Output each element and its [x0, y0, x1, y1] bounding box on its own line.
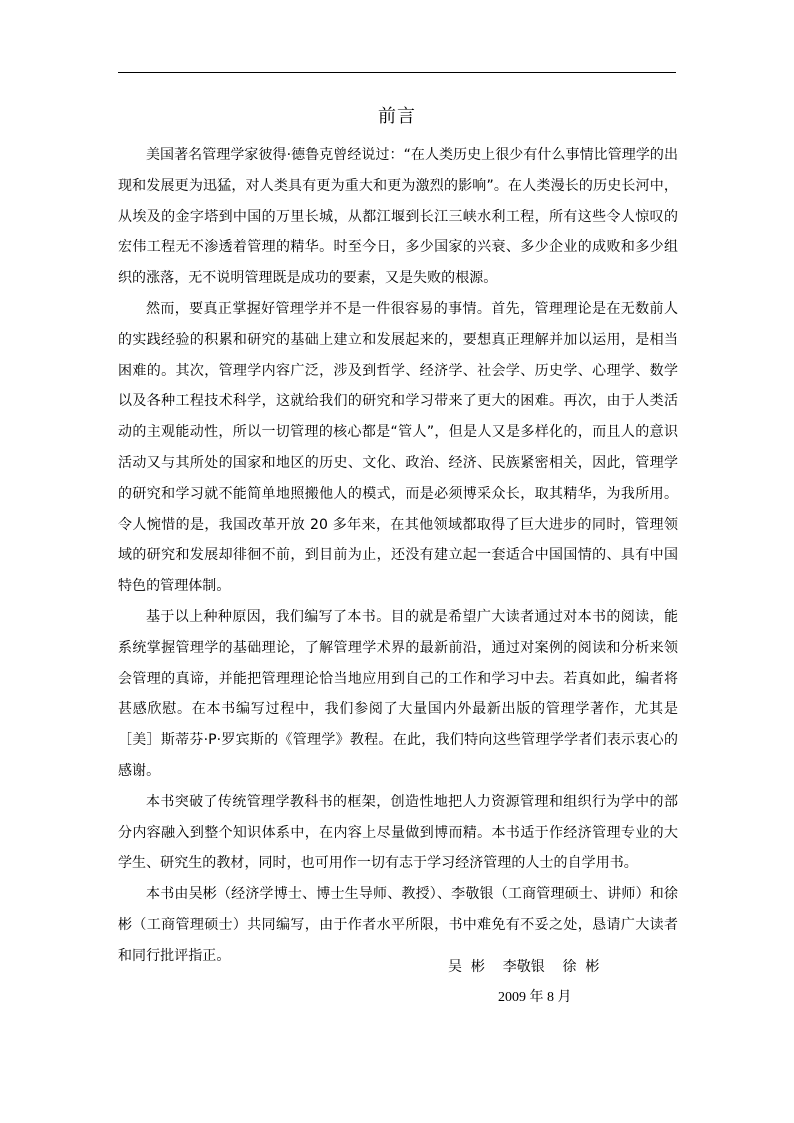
publication-date: 2009 年 8 月	[498, 990, 572, 1005]
header-rule	[118, 72, 676, 73]
paragraph-5: 本书由吴彬（经济学博士、博士生导师、教授）、李敬银（工商管理硕士、讲师）和徐彬（工商管理硕士）共同编写，由于作者水平所限，书中难免有不妥之处，恳请广大读者和同行批评指正。	[118, 886, 678, 964]
page-title: 前言	[378, 106, 416, 127]
paragraph-2: 然而，要真正掌握好管理学并不是一件很容易的事情。首先，管理理论是在无数前人的实践经验的积累和研究的基础上建立和发展起来的，要想真正理解并加以运用，是相当困难的。其次，管理学内容广泛，涉及到哲学、经济学、社会学、历史学、心理学、数学以及各种工程技术科学，这就给我们的研究和学习带来了更大的困难。再次，由于人类活动的主观能动性，所以一切管理的核心都是“管人”，但是人又是多样化的，而且人的意识活动又与其所处的国家和地区的历史、文化、政治、经济、民族紧密相关，因此，管理学的研究和学习就不能简单地照搬他人的模式，而是必须博采众长，取其精华，为我所用。令人惋惜的是，我国改革开放 20 多年来，在其他领域都取得了巨大进步的同时，管理领域的研究和发展却徘徊不前，到目前为止，还没有建立起一套适合中国国情的、具有中国特色的管理体制。	[118, 300, 678, 595]
author-names: 吴 彬 李敬银 徐 彬	[448, 959, 600, 975]
paragraph-1: 美国著名管理学家彼得·德鲁克曾经说过：“在人类历史上很少有什么事情比管理学的出现和发展更为迅猛，对人类具有更为重大和更为激烈的影响”。在人类漫长的历史长河中，从埃及的金字塔到中国的万里长城，从都江堰到长江三峡水利工程，所有这些令人惊叹的宏伟工程无不渗透着管理的精华。时至今日，多少国家的兴衰、多少企业的成败和多少组织的涨落，无不说明管理既是成功的要素，又是失败的根源。	[118, 147, 678, 287]
paragraph-4: 本书突破了传统管理学教科书的框架，创造性地把人力资源管理和组织行为学中的部分内容融入到整个知识体系中，在内容上尽量做到博而精。本书适于作经济管理专业的大学生、研究生的教材，同时，也可用作一切有志于学习经济管理的人士的自学用书。	[118, 793, 678, 872]
paragraph-3: 基于以上种种原因，我们编写了本书。目的就是希望广大读者通过对本书的阅读，能系统掌握管理学的基础理论，了解管理学术界的最新前沿，通过对案例的阅读和分析来领会管理的真谛，并能把管理理论恰当地应用到自己的工作和学习中去。若真如此，编者将甚感欣慰。在本书编写过程中，我们参阅了大量国内外最新出版的管理学著作，尤其是［美］斯蒂芬·P·罗宾斯的《管理学》教程。在此，我们特向这些管理学学者们表示衷心的感谢。	[118, 608, 678, 779]
preface-body	[118, 140, 678, 972]
